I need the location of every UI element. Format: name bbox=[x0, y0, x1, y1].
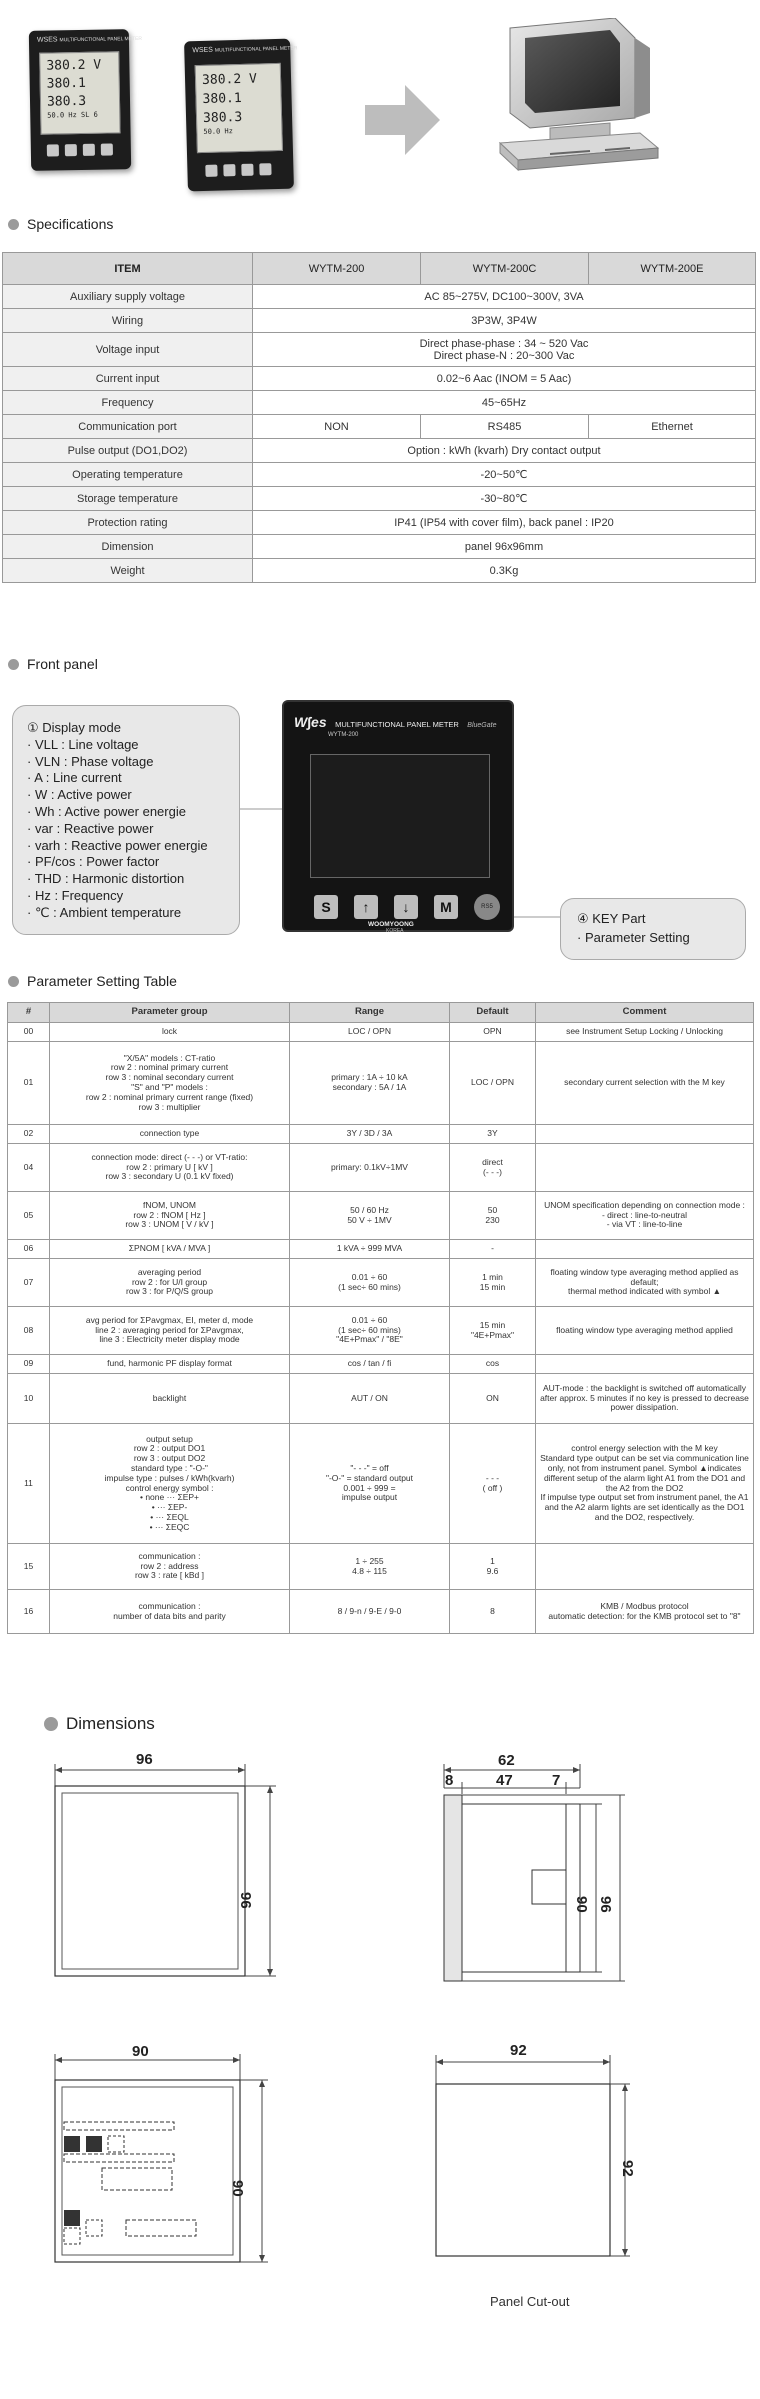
spec-header-cell: WYTM-200E bbox=[589, 253, 756, 285]
param-group: backlight bbox=[50, 1374, 290, 1424]
param-row bbox=[8, 1125, 754, 1144]
key-part-item: · Parameter Setting bbox=[577, 930, 690, 945]
front-panel-meter bbox=[282, 700, 514, 932]
param-range: AUT / ON bbox=[290, 1374, 450, 1424]
spec-value: 45~65Hz bbox=[253, 391, 756, 415]
meter-subtitle: MULTIFUNCTIONAL PANEL METER bbox=[214, 45, 298, 54]
meter-origin: KOREA bbox=[386, 928, 404, 934]
param-comment: floating window type averaging method applied as default; thermal method indicated with symbol ▲ bbox=[536, 1259, 754, 1307]
front-panel-heading bbox=[8, 656, 98, 672]
meter-display-window bbox=[310, 754, 490, 878]
param-group: connection mode: direct (- - -) or VT-ratio: row 2 : primary U [ kV ] row 3 : secondary U (0.1 kV fixed) bbox=[50, 1144, 290, 1192]
meter-line-1: 380.2 V bbox=[46, 57, 102, 74]
side-total-label: 62 bbox=[498, 1752, 515, 1769]
key-part-heading: ④ KEY Part bbox=[577, 911, 646, 926]
param-default: cos bbox=[450, 1355, 536, 1374]
param-group: fNOM, UNOM row 2 : fNOM [ Hz ] row 3 : UNOM [ V / kV ] bbox=[50, 1192, 290, 1240]
spec-row bbox=[3, 367, 756, 391]
meter-small-a: 50.0 Hz bbox=[203, 127, 234, 136]
param-row bbox=[8, 1042, 754, 1125]
param-default: direct (- - -) bbox=[450, 1144, 536, 1192]
side-c-label: 7 bbox=[552, 1772, 561, 1789]
bullet-icon bbox=[44, 1717, 58, 1731]
param-group: averaging period row 2 : for U/I group row 3 : for P/Q/S group bbox=[50, 1259, 290, 1307]
cutout-caption: Panel Cut-out bbox=[490, 2294, 570, 2309]
param-range: primary : 1A ÷ 10 kA secondary : 5A / 1A bbox=[290, 1042, 450, 1125]
side-inner-label: 90 bbox=[573, 1896, 590, 1913]
param-comment bbox=[536, 1355, 754, 1374]
param-comment: see Instrument Setup Locking / Unlocking bbox=[536, 1023, 754, 1042]
param-default: 1 9.6 bbox=[450, 1544, 536, 1590]
display-mode-item: · VLN : Phase voltage bbox=[27, 753, 154, 769]
back-view-drawing bbox=[40, 2050, 290, 2275]
param-range: 0.01 ÷ 60 (1 sec÷ 60 mins) "4E+Pmax" / "8E" bbox=[290, 1307, 450, 1355]
param-range: primary: 0.1kV÷1MV bbox=[290, 1144, 450, 1192]
display-mode-item: · varh : Reactive power energie bbox=[27, 837, 208, 853]
spec-row bbox=[3, 333, 756, 367]
param-default: 8 bbox=[450, 1590, 536, 1634]
param-group: ΣPNOM [ kVA / MVA ] bbox=[50, 1240, 290, 1259]
specifications-heading bbox=[8, 216, 113, 232]
spec-row bbox=[3, 511, 756, 535]
param-header-row bbox=[8, 1003, 754, 1023]
param-default: - - - ( off ) bbox=[450, 1424, 536, 1544]
meter-screen bbox=[195, 63, 283, 153]
back-width-label: 90 bbox=[132, 2043, 149, 2060]
bullet-icon bbox=[8, 659, 19, 670]
param-header-cell: Comment bbox=[536, 1003, 754, 1023]
spec-row bbox=[3, 391, 756, 415]
param-no: 06 bbox=[8, 1240, 50, 1259]
spec-value: panel 96x96mm bbox=[253, 535, 756, 559]
cutout-height-label: 92 bbox=[619, 2160, 636, 2177]
spec-label: Frequency bbox=[3, 391, 253, 415]
front-width-label: 96 bbox=[136, 1751, 153, 1768]
cutout-width-label: 92 bbox=[510, 2042, 527, 2059]
meter-brand: WSES bbox=[192, 46, 214, 55]
spec-row bbox=[3, 559, 756, 583]
specifications-table bbox=[2, 252, 756, 583]
meter-small-b: SL 6 bbox=[80, 110, 98, 119]
spec-label: Weight bbox=[3, 559, 253, 583]
key-m-button[interactable] bbox=[434, 895, 458, 919]
param-row bbox=[8, 1590, 754, 1634]
param-default: - bbox=[450, 1240, 536, 1259]
param-range: 1 kVA ÷ 999 MVA bbox=[290, 1240, 450, 1259]
param-group: connection type bbox=[50, 1125, 290, 1144]
meter-line-3: 380.3 bbox=[202, 109, 243, 126]
dimensions-heading bbox=[44, 1714, 155, 1734]
display-mode-heading: ① Display mode bbox=[27, 720, 122, 735]
spec-value: Option : kWh (kvarh) Dry contact output bbox=[253, 439, 756, 463]
arrow-right-icon bbox=[365, 85, 440, 155]
param-range: LOC / OPN bbox=[290, 1023, 450, 1042]
meter-key bbox=[241, 164, 253, 176]
spec-row bbox=[3, 535, 756, 559]
param-group: communication : number of data bits and parity bbox=[50, 1590, 290, 1634]
front-height-label: 96 bbox=[237, 1892, 254, 1909]
key-label: S bbox=[321, 899, 331, 915]
spec-label: Operating temperature bbox=[3, 463, 253, 487]
spec-row bbox=[3, 463, 756, 487]
dimensions-title: Dimensions bbox=[66, 1714, 155, 1733]
param-comment bbox=[536, 1240, 754, 1259]
key-up-button[interactable] bbox=[354, 895, 378, 919]
meter-key bbox=[47, 144, 59, 156]
side-a-label: 8 bbox=[445, 1772, 454, 1789]
display-mode-item: · THD : Harmonic distortion bbox=[27, 871, 185, 887]
display-mode-item: · Wh : Active power energie bbox=[27, 803, 186, 819]
meter-key bbox=[223, 164, 235, 176]
param-comment: secondary current selection with the M key bbox=[536, 1042, 754, 1125]
meter-title: MULTIFUNCTIONAL PANEL METER bbox=[335, 720, 459, 729]
param-row bbox=[8, 1240, 754, 1259]
bullet-icon bbox=[8, 976, 19, 987]
param-no: 16 bbox=[8, 1590, 50, 1634]
parameter-table-heading bbox=[8, 973, 177, 989]
param-row bbox=[8, 1307, 754, 1355]
spec-value: 3P3W, 3P4W bbox=[253, 309, 756, 333]
meter-brand: W∫es bbox=[294, 714, 327, 730]
key-label: M bbox=[440, 899, 452, 915]
parameter-table-title: Parameter Setting Table bbox=[27, 973, 177, 989]
display-mode-item: · A : Line current bbox=[27, 770, 122, 786]
param-no: 09 bbox=[8, 1355, 50, 1374]
param-range: cos / tan / fi bbox=[290, 1355, 450, 1374]
display-mode-item: · Hz : Frequency bbox=[27, 887, 124, 903]
param-row bbox=[8, 1424, 754, 1544]
param-range: 0.01 ÷ 60 (1 sec÷ 60 mins) bbox=[290, 1259, 450, 1307]
display-mode-callout bbox=[12, 705, 240, 935]
side-outer-label: 96 bbox=[597, 1896, 614, 1913]
spec-label: Wiring bbox=[3, 309, 253, 333]
spec-row bbox=[3, 415, 756, 439]
spec-value: -30~80℃ bbox=[253, 487, 756, 511]
parameter-table bbox=[7, 1002, 754, 1634]
key-down-button[interactable] bbox=[394, 895, 418, 919]
communication-port-knob bbox=[474, 894, 500, 920]
meter-key bbox=[259, 163, 271, 175]
meter-line-1: 380.2 V bbox=[201, 71, 258, 88]
param-default: 50 230 bbox=[450, 1192, 536, 1240]
bullet-icon bbox=[8, 219, 19, 230]
param-header-cell: Range bbox=[290, 1003, 450, 1023]
spec-value: RS485 bbox=[421, 415, 589, 439]
spec-label: Communication port bbox=[3, 415, 253, 439]
arrow-down-icon: ↓ bbox=[402, 899, 410, 915]
spec-label: Storage temperature bbox=[3, 487, 253, 511]
meter-script: BlueGate bbox=[467, 722, 497, 729]
meter-photo-back bbox=[184, 39, 298, 192]
param-range: 8 / 9-n / 9-E / 9-0 bbox=[290, 1590, 450, 1634]
front-panel-title: Front panel bbox=[27, 656, 98, 672]
spec-label: Pulse output (DO1,DO2) bbox=[3, 439, 253, 463]
param-comment: UNOM specification depending on connection mode : - direct : line-to-neutral - via VT : line-to-line bbox=[536, 1192, 754, 1240]
param-comment bbox=[536, 1144, 754, 1192]
desktop-computer-icon bbox=[490, 18, 660, 183]
param-row bbox=[8, 1023, 754, 1042]
meter-screen bbox=[39, 51, 120, 134]
param-default: OPN bbox=[450, 1023, 536, 1042]
meter-small-a: 50.0 Hz bbox=[47, 111, 77, 120]
key-s-button[interactable] bbox=[314, 895, 338, 919]
param-no: 01 bbox=[8, 1042, 50, 1125]
meter-keys bbox=[314, 895, 500, 920]
meter-line-2: 380.1 bbox=[202, 90, 242, 107]
side-view-drawing bbox=[430, 1760, 630, 1995]
param-default: 15 min "4E+Pmax" bbox=[450, 1307, 536, 1355]
hero-banner bbox=[0, 0, 760, 200]
spec-label: Voltage input bbox=[3, 333, 253, 367]
meter-key bbox=[205, 165, 217, 177]
spec-row bbox=[3, 487, 756, 511]
spec-value: 0.02~6 Aac (INOM = 5 Aac) bbox=[253, 367, 756, 391]
meter-line-3: 380.3 bbox=[46, 93, 87, 110]
spec-value: 0.3Kg bbox=[253, 559, 756, 583]
param-no: 15 bbox=[8, 1544, 50, 1590]
meter-key bbox=[83, 144, 95, 156]
spec-row bbox=[3, 285, 756, 309]
spec-header-cell: WYTM-200C bbox=[421, 253, 589, 285]
param-row bbox=[8, 1144, 754, 1192]
param-group: communication : row 2 : address row 3 : rate [ kBd ] bbox=[50, 1544, 290, 1590]
param-range: "- - -" = off "-O-" = standard output 0.001 ÷ 999 = impulse output bbox=[290, 1424, 450, 1544]
param-comment: floating window type averaging method applied bbox=[536, 1307, 754, 1355]
spec-label: Protection rating bbox=[3, 511, 253, 535]
spec-label: Auxiliary supply voltage bbox=[3, 285, 253, 309]
meter-model: WYTM-200 bbox=[328, 732, 359, 738]
param-comment: control energy selection with the M key Standard type output can be set via communication line only, not from instrument panel. Symbol ▲indicates different setup of the alarm light A1 from the DO1 and the A2 from the DO2 If impulse type output set from instrument panel, the A1 and the A2 alarm lights are set identically as the DO1 and the DO2, respectively. bbox=[536, 1424, 754, 1544]
param-header-cell: Default bbox=[450, 1003, 536, 1023]
display-mode-item: · ℃ : Ambient temperature bbox=[27, 904, 182, 920]
param-no: 02 bbox=[8, 1125, 50, 1144]
param-no: 11 bbox=[8, 1424, 50, 1544]
param-default: 3Y bbox=[450, 1125, 536, 1144]
spec-value: Direct phase-phase : 34 ~ 520 Vac Direct phase-N : 20~300 Vac bbox=[253, 333, 756, 367]
display-mode-item: · VLL : Line voltage bbox=[27, 736, 139, 752]
param-comment: AUT-mode : the backlight is switched off automatically after approx. 5 minutes if no key is pressed to decrease power dissipation. bbox=[536, 1374, 754, 1424]
param-no: 10 bbox=[8, 1374, 50, 1424]
panel-cutout-drawing bbox=[430, 2050, 630, 2275]
param-default: LOC / OPN bbox=[450, 1042, 536, 1125]
spec-value: IP41 (IP54 with cover film), back panel : IP20 bbox=[253, 511, 756, 535]
spec-row bbox=[3, 309, 756, 333]
param-no: 07 bbox=[8, 1259, 50, 1307]
param-row bbox=[8, 1544, 754, 1590]
spec-value: -20~50℃ bbox=[253, 463, 756, 487]
param-header-cell: Parameter group bbox=[50, 1003, 290, 1023]
param-range: 1 ÷ 255 4.8 ÷ 115 bbox=[290, 1544, 450, 1590]
specifications-title: Specifications bbox=[27, 216, 114, 232]
spec-value: AC 85~275V, DC100~300V, 3VA bbox=[253, 285, 756, 309]
param-comment: KMB / Modbus protocol automatic detection: for the KMB protocol set to "8" bbox=[536, 1590, 754, 1634]
spec-label: Current input bbox=[3, 367, 253, 391]
param-group: fund, harmonic PF display format bbox=[50, 1355, 290, 1374]
meter-key bbox=[101, 143, 113, 155]
param-no: 08 bbox=[8, 1307, 50, 1355]
display-mode-item: · PF/cos : Power factor bbox=[27, 854, 160, 870]
param-range: 3Y / 3D / 3A bbox=[290, 1125, 450, 1144]
meter-maker: WOOMYOONG bbox=[368, 921, 414, 928]
display-mode-item: · W : Active power bbox=[27, 787, 132, 803]
key-part-callout bbox=[560, 898, 746, 960]
knob-label: RS5 bbox=[481, 904, 493, 910]
param-default: ON bbox=[450, 1374, 536, 1424]
param-no: 04 bbox=[8, 1144, 50, 1192]
spec-value: Ethernet bbox=[589, 415, 756, 439]
front-view-drawing bbox=[40, 1758, 290, 1993]
param-default: 1 min 15 min bbox=[450, 1259, 536, 1307]
arrow-up-icon: ↑ bbox=[362, 899, 370, 915]
param-group: output setup row 2 : output DO1 row 3 : output DO2 standard type : "-O-" impulse type : pulses / kWh(kvarh) control energy symbol : • none ··· ΣEP+ • ··· ΣEP- • ··· ΣEQL • ··· ΣEQC bbox=[50, 1424, 290, 1544]
param-no: 05 bbox=[8, 1192, 50, 1240]
meter-key bbox=[65, 144, 77, 156]
param-no: 00 bbox=[8, 1023, 50, 1042]
param-group: avg period for ΣPavgmax, EI, meter d, mode line 2 : averaging period for ΣPavgmax, line 3 : Electricity meter display mode bbox=[50, 1307, 290, 1355]
meter-photo-front bbox=[29, 29, 143, 171]
param-header-cell: # bbox=[8, 1003, 50, 1023]
param-row bbox=[8, 1355, 754, 1374]
spec-header-row bbox=[3, 253, 756, 285]
meter-subtitle: MULTIFUNCTIONAL PANEL METER bbox=[59, 35, 143, 44]
param-group: "X/5A" models : CT-ratio row 2 : nominal primary current row 3 : nominal secondary current "S" and "P" models : row 2 : nominal primary current range (fixed) row 3 : multiplier bbox=[50, 1042, 290, 1125]
param-row bbox=[8, 1374, 754, 1424]
param-row bbox=[8, 1192, 754, 1240]
spec-header-cell: ITEM bbox=[3, 253, 253, 285]
param-range: 50 / 60 Hz 50 V ÷ 1MV bbox=[290, 1192, 450, 1240]
spec-row bbox=[3, 439, 756, 463]
meter-line-2: 380.1 bbox=[46, 75, 86, 92]
spec-header-cell: WYTM-200 bbox=[253, 253, 421, 285]
param-row bbox=[8, 1259, 754, 1307]
meter-brand: WSES bbox=[36, 36, 58, 44]
param-comment bbox=[536, 1125, 754, 1144]
side-b-label: 47 bbox=[496, 1772, 513, 1789]
spec-value: NON bbox=[253, 415, 421, 439]
param-comment bbox=[536, 1544, 754, 1590]
spec-label: Dimension bbox=[3, 535, 253, 559]
param-group: lock bbox=[50, 1023, 290, 1042]
back-height-label: 90 bbox=[229, 2180, 246, 2197]
display-mode-item: · var : Reactive power bbox=[27, 820, 154, 836]
